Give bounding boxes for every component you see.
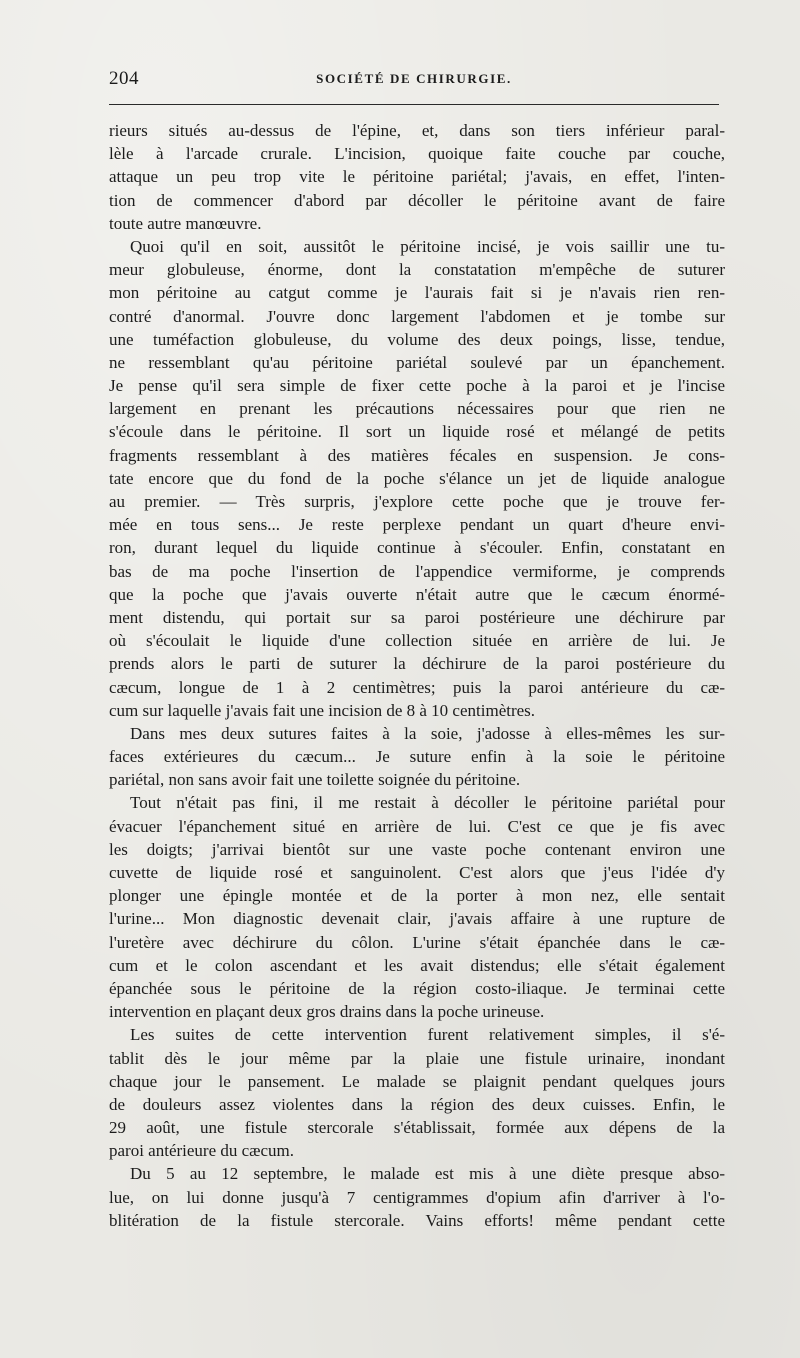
text-line: évacuer l'épanchement situé en arrière de lui. C'est ce que je fis avec xyxy=(109,816,725,836)
text-line: pariétal, non sans avoir fait une toilette soignée du péritoine. xyxy=(109,770,521,790)
running-title: SOCIÉTÉ DE CHIRURGIE. xyxy=(316,71,512,86)
text-line: attaque un peu trop vite le péritoine pariétal; j'avais, en effet, l'inten- xyxy=(109,167,725,187)
text-line: ron, durant lequel du liquide continue à s'écouler. Enfin, constatant en xyxy=(109,538,725,558)
text-line: tate encore que du fond de la poche s'élance un jet de liquide analogue xyxy=(109,468,725,488)
text-line: l'urine... Mon diagnostic devenait clair, j'avais affaire à une rupture de xyxy=(109,909,725,929)
running-head xyxy=(109,68,719,94)
paragraph xyxy=(109,119,725,235)
text-line: tablit dès le jour même par la plaie une fistule urinaire, inondant xyxy=(109,1048,725,1068)
text-line: Du 5 au 12 septembre, le malade est mis à une diète presque abso- xyxy=(130,1164,725,1184)
text-line: épanchée sous le péritoine de la région costo-iliaque. Je terminai cette xyxy=(109,978,725,998)
paragraph xyxy=(109,235,725,722)
text-line: blitération de la fistule stercorale. Vains efforts! même pendant cette xyxy=(109,1210,725,1230)
paragraph xyxy=(109,1162,725,1232)
text-line: faces extérieures du cæcum... Je suture enfin à la soie le péritoine xyxy=(109,747,725,767)
text-line: cuvette de liquide rosé et sanguinolent. C'est alors que j'eus l'idée d'y xyxy=(109,863,725,882)
text-line: 29 août, une fistule stercorale s'établissait, formée aux dépens de la xyxy=(109,1118,725,1138)
text-line: mon péritoine au catgut comme je l'aurais fait si je n'avais rien ren- xyxy=(109,283,725,303)
text-line: lue, on lui donne jusqu'à 7 centigrammes d'opium afin d'arriver à l'o- xyxy=(109,1187,725,1207)
text-line: prends alors le parti de suturer la déchirure de la paroi postérieure du xyxy=(109,654,725,674)
text-line: paroi antérieure du cæcum. xyxy=(109,1141,295,1161)
text-line: où s'écoulait le liquide d'une collection située en arrière de lui. Je xyxy=(109,631,725,651)
body-text xyxy=(109,119,725,1232)
text-line: au premier. — Très surpris, j'explore cette poche que je trouve fer- xyxy=(109,492,725,511)
text-line: largement en prenant les précautions nécessaires pour que rien ne xyxy=(109,399,725,419)
text-line: Je pense qu'il sera simple de fixer cette poche à la paroi et je l'incise xyxy=(109,376,725,396)
text-line: les doigts; j'arrivai bientôt sur une vaste poche contenant environ une xyxy=(109,839,725,859)
text-line: Quoi qu'il en soit, aussitôt le péritoine incisé, je vois saillir une tu- xyxy=(130,236,725,256)
text-line: ne ressemblant qu'au péritoine pariétal soulevé par un épanchement. xyxy=(109,352,725,372)
text-line: Tout n'était pas fini, il me restait à décoller le péritoine pariétal pour xyxy=(130,793,725,813)
page-number: 204 xyxy=(109,68,139,89)
text-line: Dans mes deux sutures faites à la soie, j'adosse à elles-mêmes les sur- xyxy=(130,723,725,743)
text-line: Les suites de cette intervention furent relativement simples, il s'é- xyxy=(130,1025,725,1045)
text-line: lèle à l'arcade crurale. L'incision, quoique faite couche par couche, xyxy=(109,144,725,164)
text-line: intervention en plaçant deux gros drains dans la poche urineuse. xyxy=(109,1002,545,1022)
text-line: une tuméfaction globuleuse, du volume des deux poings, lisse, tendue, xyxy=(109,329,725,349)
text-line: s'écoule dans le péritoine. Il sort un liquide rosé et mélangé de petits xyxy=(109,422,725,442)
text-line: fragments ressemblant à des matières fécales en suspension. Je cons- xyxy=(109,445,725,465)
text-line: que la poche que j'avais ouverte n'était autre que le cæcum énormé- xyxy=(109,584,725,604)
text-line: meur globuleuse, énorme, dont la constatation m'empêche de suturer xyxy=(109,260,725,280)
text-line: bas de ma poche l'insertion de l'appendice vermiforme, je comprends xyxy=(109,561,725,581)
text-line: cæcum, longue de 1 à 2 centimètres; puis la paroi antérieure du cæ- xyxy=(109,677,725,697)
text-line: l'uretère avec déchirure du côlon. L'urine s'était épanchée dans le cæ- xyxy=(109,932,725,952)
text-line: contré d'anormal. J'ouvre donc largement l'abdomen et je tombe sur xyxy=(109,306,725,326)
paragraph xyxy=(109,722,725,792)
text-line: tion de commencer d'abord par décoller le péritoine avant de faire xyxy=(109,190,725,210)
text-line: toute autre manœuvre. xyxy=(109,213,262,233)
text-line: ment distendu, qui portait sur sa paroi postérieure une déchirure par xyxy=(109,607,725,627)
text-line: chaque jour le pansement. Le malade se plaignit pendant quelques jours xyxy=(109,1071,725,1091)
text-line: plonger une épingle montée et de la porter à mon nez, elle sentait xyxy=(109,886,725,906)
text-line: cum sur laquelle j'avais fait une incision de 8 à 10 centimètres. xyxy=(109,700,536,720)
text-line: rieurs situés au-dessus de l'épine, et, dans son tiers inférieur paral- xyxy=(109,121,725,140)
header-rule xyxy=(109,104,719,105)
text-line: mée en tous sens... Je reste perplexe pendant un quart d'heure envi- xyxy=(109,515,725,535)
text-line: de douleurs assez violentes dans la région des deux cuisses. Enfin, le xyxy=(109,1094,725,1114)
paragraph xyxy=(109,791,725,1023)
paragraph xyxy=(109,1023,725,1162)
text-line: cum et le colon ascendant et les avait distendus; elle s'était également xyxy=(109,955,725,975)
